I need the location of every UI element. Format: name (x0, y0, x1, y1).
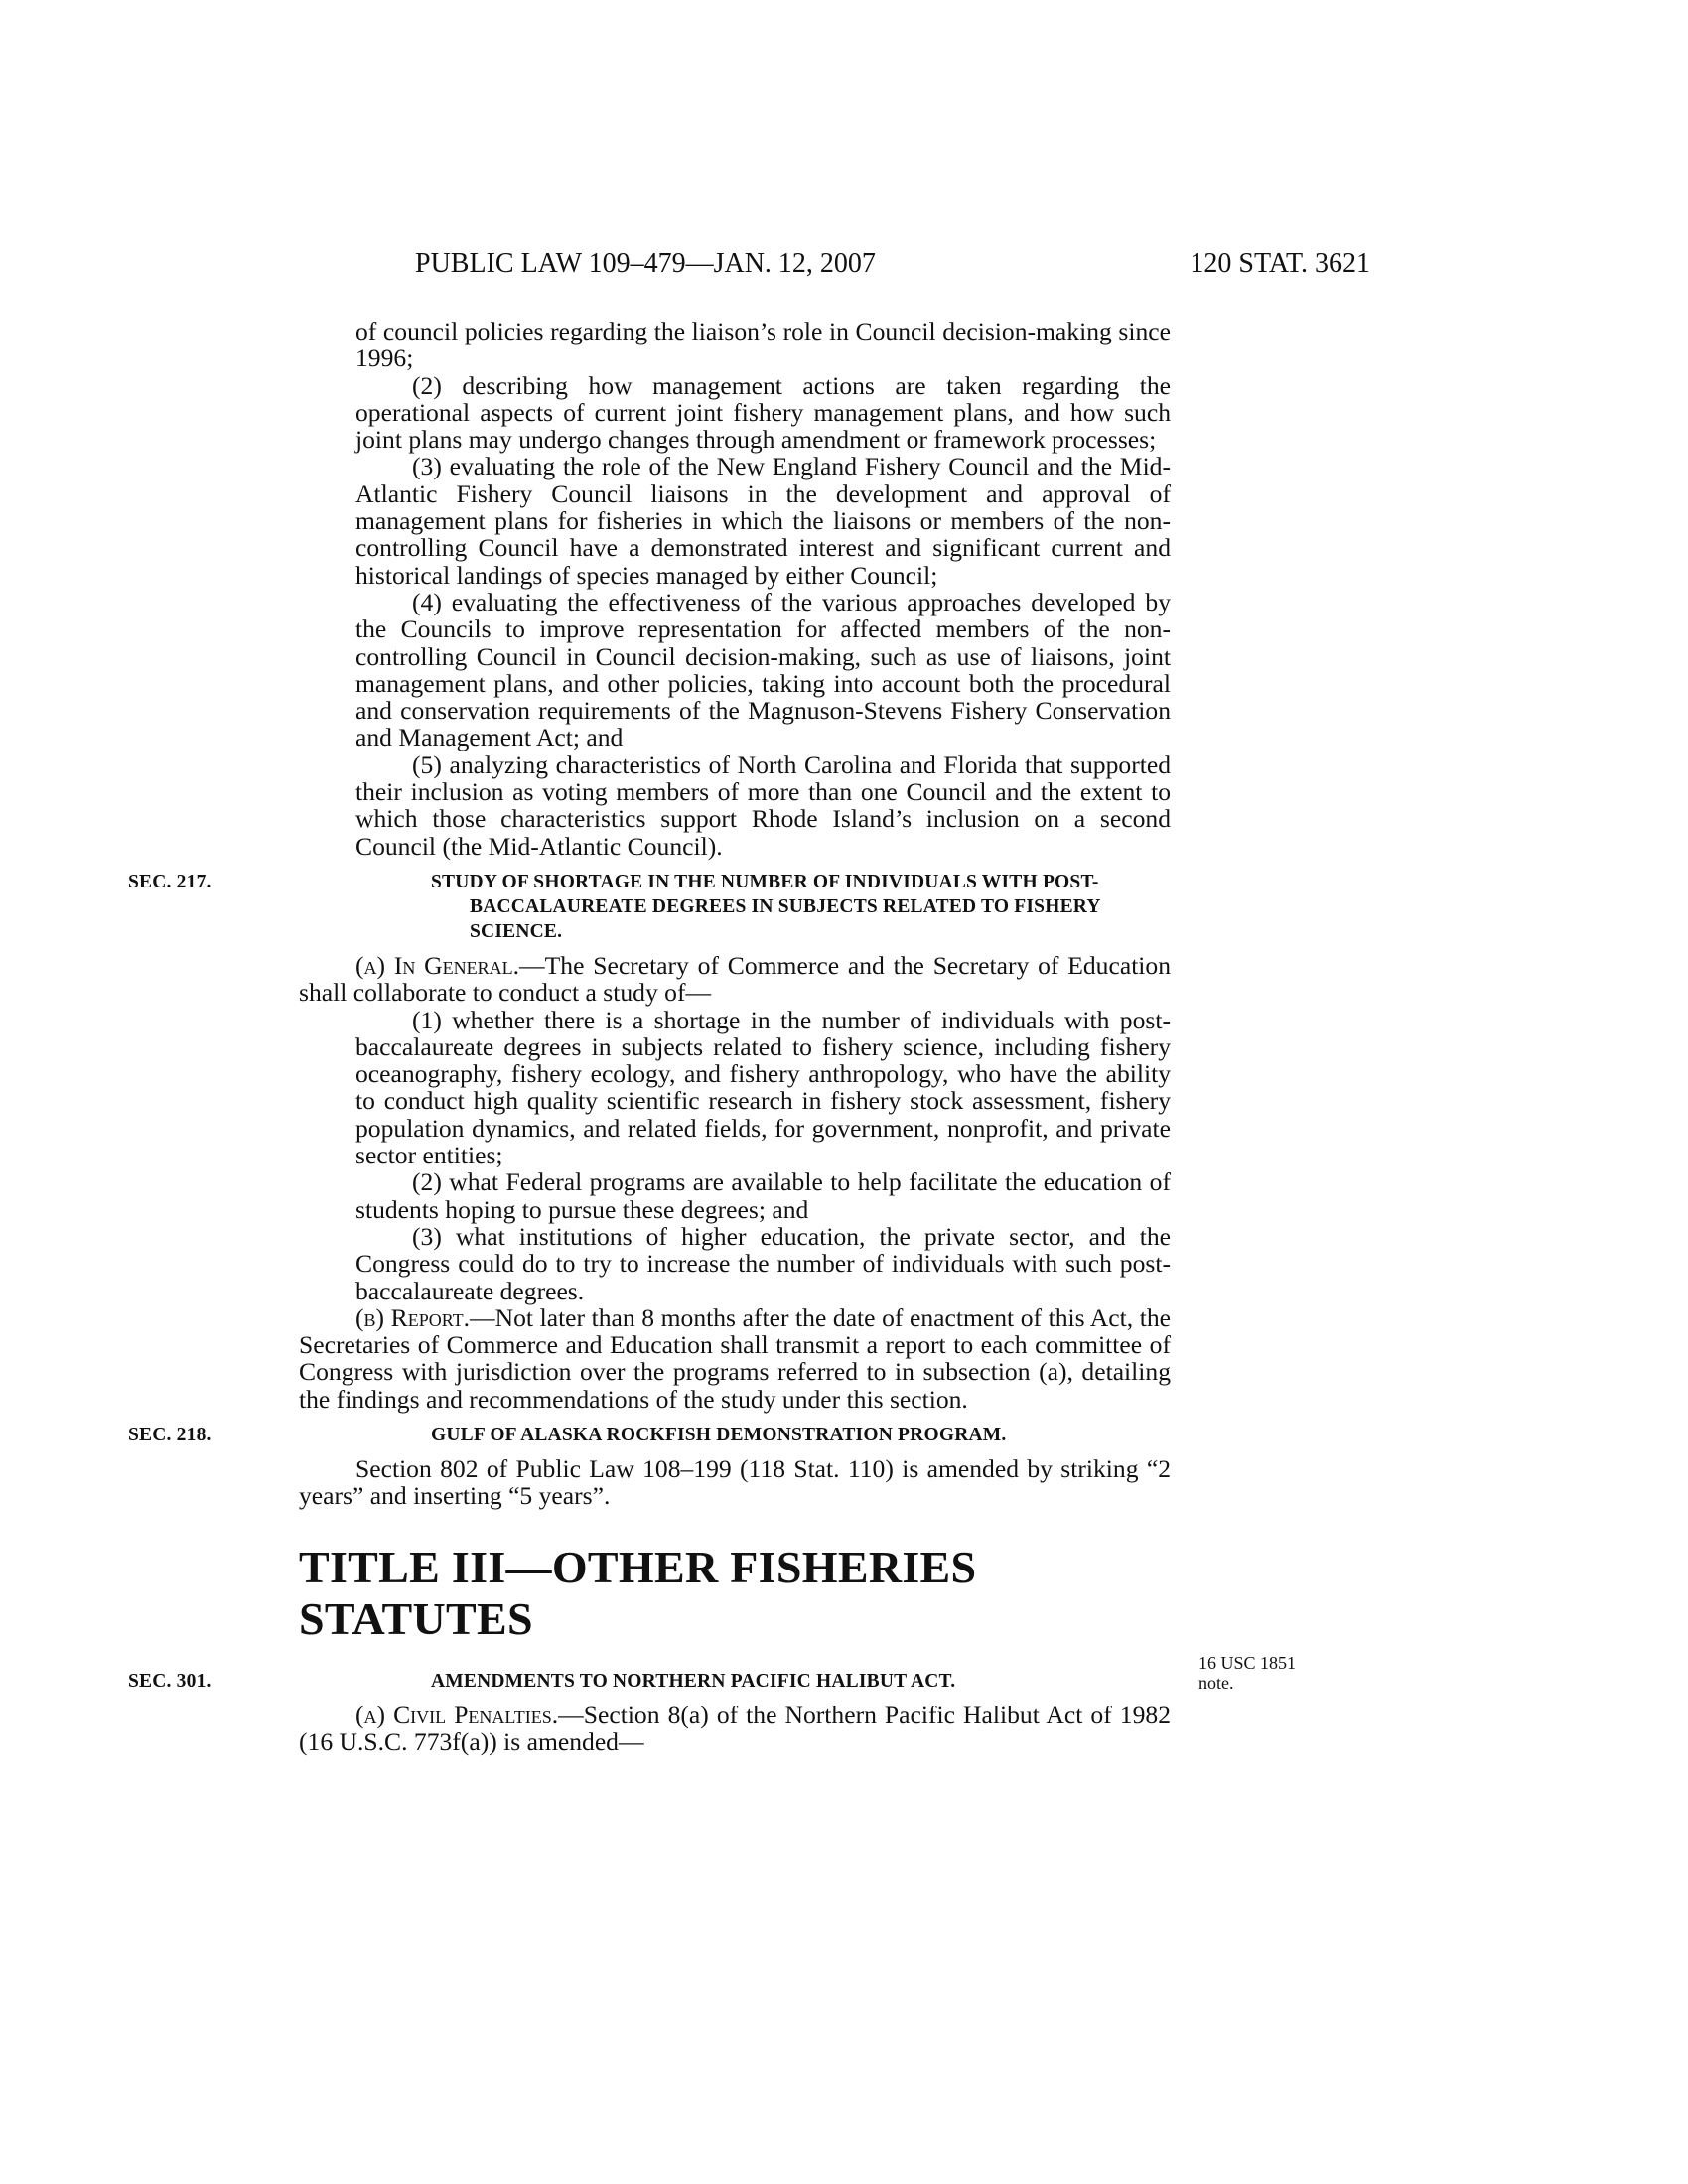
margin-note-citation: 16 USC 1851 (1198, 1653, 1297, 1673)
section-301-title-text: AMENDMENTS TO NORTHERN PACIFIC HALIBUT ACT. (431, 1670, 956, 1692)
paragraph-item-2: (2) describing how management actions are taken regarding the operational aspects of current joint fishery management plans, and how such joint plans may undergo changes through amendment or framework processes; (355, 370, 1171, 455)
paragraph-study-item-3: (3) what institutions of higher education, the private sector, and the Congress could do to try to increase the number of individuals with such post-baccalaureate degrees. (355, 1221, 1171, 1305)
paragraph-continuation: of council policies regarding the liaison’s role in Council decision-making since 1996; (355, 317, 1171, 373)
paragraph-study-item-1: (1) whether there is a shortage in the number of individuals with post-baccalaureate degrees in subjects related to fishery science, including fishery oceanography, fishery ecology, and fishery anthropology, who have the ability to conduct high quality scientific research in fishery stock assessment, fishery population dynamics, and related fields, for government, nonprofit, and private sector entities; (355, 1005, 1171, 1170)
margin-note (1198, 1653, 1337, 1693)
body-text (128, 317, 1172, 1756)
paragraph-study-item-2: (2) what Federal programs are available to help facilitate the education of students hoping to pursue these degrees; and (355, 1167, 1171, 1224)
margin-note-note: note. (1198, 1673, 1234, 1693)
paragraph-civil-penalties (299, 1702, 1171, 1756)
paragraph-in-general (299, 952, 1171, 1007)
paragraph-item-5: (5) analyzing characteristics of North Carolina and Florida that supported their inclusion as voting members of more than one Council and the extent to which those characteristics support Rhode Island’s inclusion on a second Council (the Mid-Atlantic Council). (355, 750, 1171, 861)
civil-penalties-text: —Section 8(a) of the Northern Pacific Halibut Act of 1982 (16 U.S.C. 773f(a)) is amended— (299, 1700, 1171, 1756)
in-general-text: —The Secretary of Commerce and the Secretary of Education shall collaborate to conduct a study of— (299, 950, 1172, 1008)
section-301-label: SEC. 301. (128, 1670, 211, 1692)
section-217-title-text: STUDY OF SHORTAGE IN THE NUMBER OF INDIVIDUALS WITH POST- BACCALAUREATE DEGREES IN SUBJECTS RELATED TO FISHERY SCIENCE. (431, 871, 1100, 942)
section-218-heading (128, 1423, 1171, 1447)
paragraph-section-802: Section 802 of Public Law 108–199 (118 Stat. 110) is amended by striking “2 years” and inserting “5 years”. (299, 1453, 1171, 1511)
report-caption: (b) Report. (355, 1302, 471, 1332)
paragraph-item-3: (3) evaluating the role of the New England Fishery Council and the Mid-Atlantic Fishery Council liaisons in the development and approval of management plans for fisheries in which the liaisons or members of the non-controlling Council have a demonstrated interest and significant current and historical landings of species managed by either Council; (355, 452, 1171, 590)
paragraph-item-4: (4) evaluating the effectiveness of the various approaches developed by the Councils to improve representation for affected members of the non-controlling Council in Council decision-making, such as use of liaisons, joint management plans, and other policies, taking into account both the procedural and conservation requirements of the Magnuson-Stevens Fishery Conservation and Management Act; and (355, 587, 1171, 752)
section-218-label: SEC. 218. (128, 1424, 211, 1445)
section-218-title-text: GULF OF ALASKA ROCKFISH DEMONSTRATION PROGRAM. (431, 1424, 1007, 1445)
section-217-title (128, 870, 1171, 944)
section-301-heading (128, 1669, 1171, 1694)
section-218-title (128, 1423, 1171, 1447)
section-301-title (128, 1669, 1171, 1694)
running-head (415, 248, 1370, 288)
section-217-label: SEC. 217. (128, 871, 211, 892)
report-text: —Not later than 8 months after the date of enactment of this Act, the Secretaries of Commerce and Education shall transmit a report to each committee of Congress with jurisdiction over the programs referred to in subsection (a), detailing the findings and recommendations of the study under this section. (299, 1302, 1171, 1414)
paragraph-report (299, 1304, 1171, 1413)
page-reference: 120 STAT. 3621 (1190, 248, 1370, 279)
running-title: PUBLIC LAW 109–479—JAN. 12, 2007 (415, 248, 876, 279)
section-217-heading (128, 870, 1171, 944)
in-general-caption: (a) In General. (355, 950, 520, 980)
title-iii-heading: TITLE III—OTHER FISHERIES STATUTES (299, 1541, 977, 1644)
civil-penalties-caption: (a) Civil Penalties. (355, 1700, 559, 1729)
